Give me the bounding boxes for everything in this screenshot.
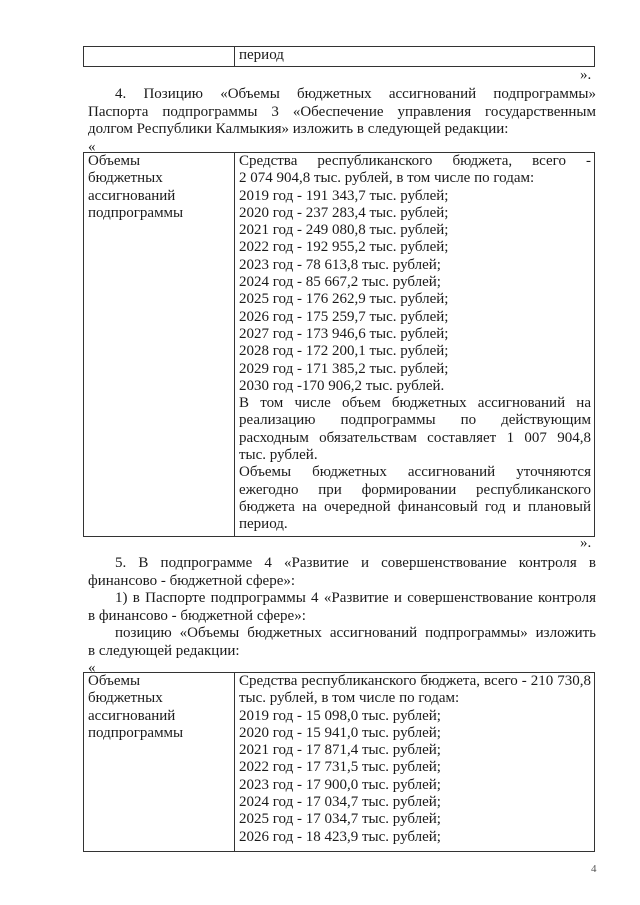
table1-note2-line-2: ежегодно при формировании республиканского (239, 481, 591, 498)
section-4-line-3: долгом Республики Калмыкия» изложить в следующей редакции: (88, 121, 509, 137)
table2-intro-line-2: тыс. рублей, в том числе по годам: (239, 690, 460, 707)
section-5-paragraph (88, 555, 596, 678)
table2-label-line-1: Объемы (88, 673, 141, 689)
table2-label-cell (84, 673, 235, 852)
table2-year-line: 2021 год - 17 871,4 тыс. рублей; (239, 742, 441, 759)
budget-table-2 (83, 672, 595, 852)
table1-year-line: 2030 год -170 906,2 тыс. рублей. (239, 377, 445, 394)
table2-label-line-2: бюджетных (88, 690, 163, 707)
section-5-pos-line-1: позицию «Объемы бюджетных ассигнований подпрограммы» изложить (115, 625, 596, 641)
table1-year-line: 2025 год - 176 262,9 тыс. рублей; (239, 291, 449, 308)
table1-note1-line-2: реализацию подпрограммы по действующим (239, 412, 591, 429)
closing-quote-1: ». (580, 67, 592, 83)
top-table-fragment (83, 46, 595, 67)
table1-note1-line-1: В том числе объем бюджетных ассигнований на (239, 395, 591, 412)
table1-note2-line-1: Объемы бюджетных ассигнований уточняются (239, 464, 591, 481)
table2-years-list (239, 708, 591, 846)
table1-note1-line-4: тыс. рублей. (239, 447, 318, 464)
table1-year-line: 2019 год - 191 343,7 тыс. рублей; (239, 187, 449, 204)
table1-intro-line-1: Средства республиканского бюджета, всего - (239, 153, 591, 169)
table2-year-line: 2026 год - 18 423,9 тыс. рублей; (239, 828, 441, 845)
table1-label-line-2: бюджетных (88, 170, 163, 187)
closing-quote-2: ». (580, 535, 592, 551)
table1-year-line: 2024 год - 85 667,2 тыс. рублей; (239, 274, 441, 291)
table1-year-line: 2020 год - 237 283,4 тыс. рублей; (239, 204, 449, 221)
section-4-line-1: 4. Позицию «Объемы бюджетных ассигнований подпрограммы» (115, 86, 596, 102)
table2-year-line: 2020 год - 15 941,0 тыс. рублей; (239, 724, 441, 741)
table2-year-line: 2024 год - 17 034,7 тыс. рублей; (239, 794, 441, 811)
table1-years-list (239, 188, 591, 396)
section-5-line-1: 5. В подпрограмме 4 «Развитие и совершенствование контроля в (115, 555, 596, 571)
page-number: 4 (591, 863, 597, 875)
table1-year-line: 2028 год - 172 200,1 тыс. рублей; (239, 343, 449, 360)
opening-quote-1: « (88, 138, 96, 155)
table2-year-line: 2023 год - 17 900,0 тыс. рублей; (239, 776, 441, 793)
table2-label-line-4: подпрограммы (88, 724, 184, 741)
section-5-pos-line-2: в следующей редакции: (88, 642, 240, 659)
section-4-paragraph (88, 86, 596, 156)
table1-year-line: 2027 год - 173 946,6 тыс. рублей; (239, 325, 449, 342)
table2-year-line: 2025 год - 17 034,7 тыс. рублей; (239, 811, 441, 828)
opening-quote-2: « (88, 660, 96, 676)
table1-note2-line-4: период. (239, 516, 288, 533)
budget-table-1 (83, 152, 595, 537)
section-5-sub-line-2: в финансово - бюджетной сфере»: (88, 607, 306, 624)
table1-intro-line-2: 2 074 904,8 тыс. рублей, в том числе по годам: (239, 170, 535, 187)
table1-label-line-3: ассигнований (88, 187, 176, 204)
table1-year-line: 2021 год - 249 080,8 тыс. рублей; (239, 222, 449, 239)
section-4-line-2: Паспорта подпрограммы 3 «Обеспечение управления государственным (88, 103, 596, 120)
table1-label-line-1: Объемы (88, 153, 141, 169)
table1-content-cell (235, 153, 595, 537)
section-5-sub-line-1: 1) в Паспорте подпрограммы 4 «Развитие и совершенствование контроля (115, 590, 596, 606)
table1-year-line: 2022 год - 192 955,2 тыс. рублей; (239, 239, 449, 256)
table1-note2-line-3: бюджета на очередной финансовый год и плановый (239, 498, 591, 515)
table1-year-line: 2023 год - 78 613,8 тыс. рублей; (239, 256, 441, 273)
top-table-text: период (239, 47, 284, 63)
top-table-right-cell (235, 47, 595, 67)
table2-intro-line-1: Средства республиканского бюджета, всего - 210 730,8 (239, 673, 591, 689)
table1-year-line: 2026 год - 175 259,7 тыс. рублей; (239, 308, 449, 325)
table2-label-line-3: ассигнований (88, 707, 176, 724)
table1-year-line: 2029 год - 171 385,2 тыс. рублей; (239, 360, 449, 377)
table2-year-line: 2022 год - 17 731,5 тыс. рублей; (239, 759, 441, 776)
table2-year-line: 2019 год - 15 098,0 тыс. рублей; (239, 707, 441, 724)
table1-note1-line-3: расходным обязательствам составляет 1 007 904,8 (239, 429, 591, 446)
section-5-line-2: финансово - бюджетной сфере»: (88, 572, 296, 589)
table2-content-cell (235, 673, 595, 852)
top-table-left-cell (84, 47, 235, 67)
table1-label-cell (84, 153, 235, 537)
table1-label-line-4: подпрограммы (88, 204, 184, 221)
